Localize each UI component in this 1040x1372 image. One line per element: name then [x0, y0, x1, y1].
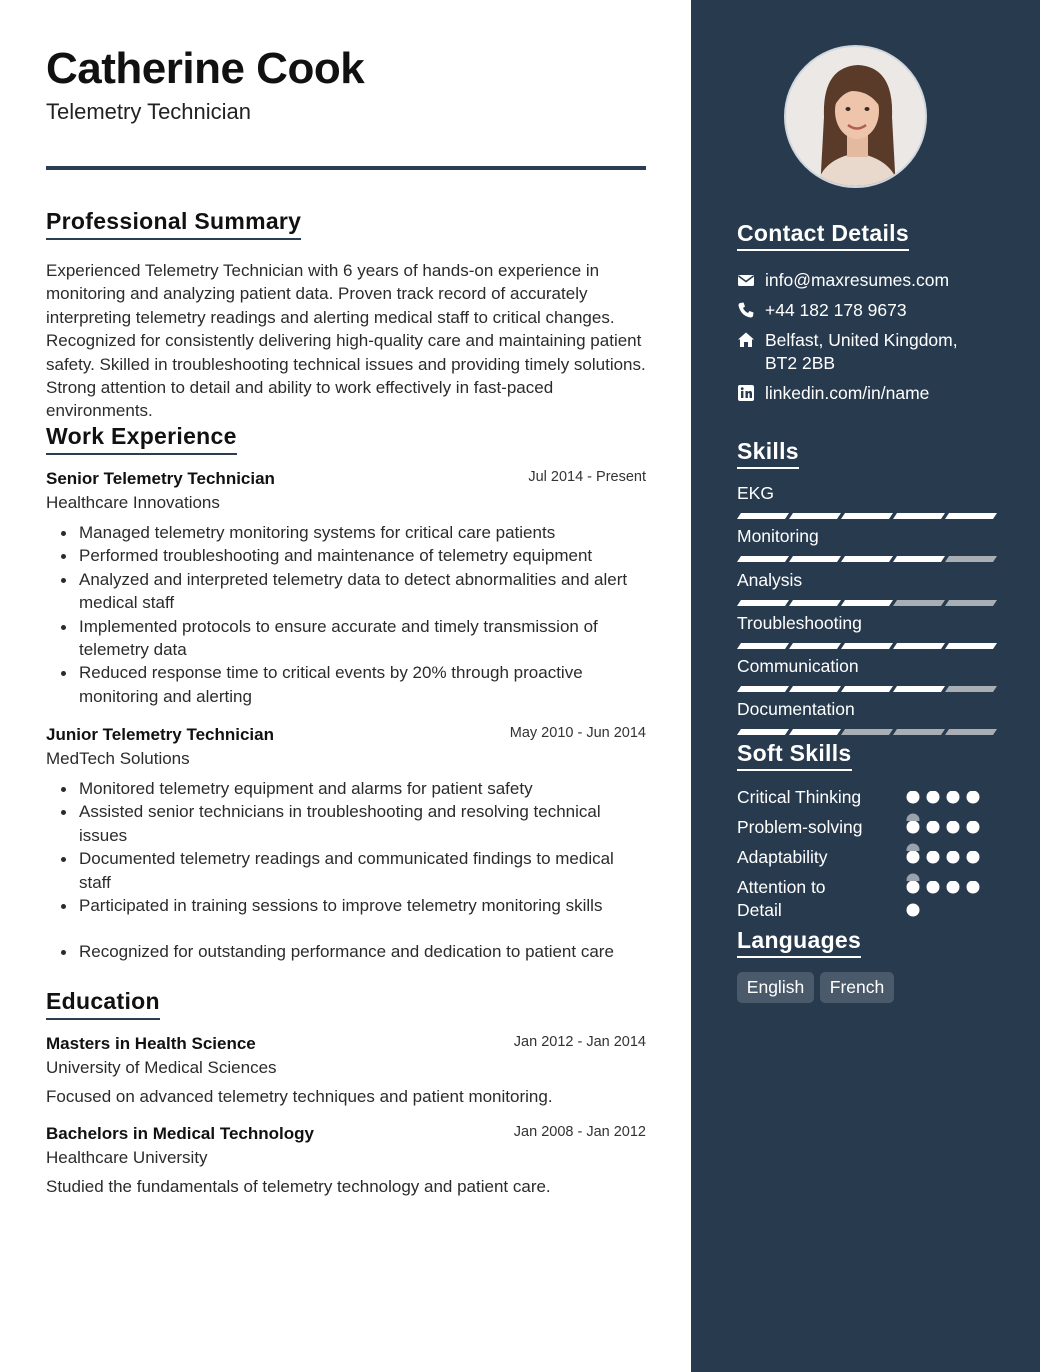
- section-title-languages: Languages: [737, 927, 861, 958]
- skill-segment-empty: [945, 729, 997, 735]
- soft-skill-name: Critical Thinking: [737, 787, 862, 807]
- soft-skill-item: [737, 876, 977, 924]
- skill-level-bar: [737, 643, 997, 649]
- address-line-2: BT2 2BB: [765, 353, 836, 373]
- rating-dot-filled: [927, 881, 940, 894]
- skill-segment-filled: [945, 513, 997, 519]
- candidate-name: Catherine Cook: [46, 44, 365, 93]
- skill-name: Monitoring: [737, 526, 819, 546]
- header-divider: [46, 166, 646, 170]
- rating-dot-filled: [947, 851, 960, 864]
- skill-segment-filled: [737, 729, 789, 735]
- rating-dot-filled: [927, 851, 940, 864]
- skill-segment-empty: [945, 556, 997, 562]
- envelope-icon: [737, 271, 755, 289]
- skill-segment-empty: [893, 729, 945, 735]
- skill-segment-filled: [841, 513, 893, 519]
- rating-dot-filled: [907, 851, 920, 864]
- skill-item: [737, 483, 997, 504]
- skill-level-bar: [737, 513, 997, 519]
- skill-segment-filled: [789, 556, 841, 562]
- skill-segment-filled: [893, 643, 945, 649]
- list-item: Analyzed and interpreted telemetry data to detect abnormalities and alert medical staff: [46, 568, 646, 615]
- email-text: info@maxresumes.com: [765, 270, 950, 290]
- school-name: Healthcare University: [46, 1148, 208, 1167]
- skill-segment-empty: [893, 600, 945, 606]
- skill-segment-filled: [789, 643, 841, 649]
- skill-name: Documentation: [737, 699, 855, 719]
- skill-name: Troubleshooting: [737, 613, 862, 633]
- skill-segment-filled: [945, 643, 997, 649]
- skill-name: EKG: [737, 483, 774, 503]
- skill-segment-filled: [789, 729, 841, 735]
- rating-dot-filled: [907, 821, 920, 834]
- rating-dot-filled: [907, 791, 920, 804]
- linkedin-text: linkedin.com/in/name: [765, 383, 930, 403]
- education-entry: [46, 1034, 646, 1107]
- skill-segment-filled: [737, 556, 789, 562]
- summary-text: Experienced Telemetry Technician with 6 years of hands-on experience in monitoring and analyzing patient data. Proven track record of accurately interpreting telemetry readings and alerting medical staff to critical changes. Recognized for consistently delivering high-quality care and maintaining patient safety. Skilled in troubleshooting technical issues and providing timely solutions. Strong attention to detail and ability to work effectively in fast-paced environments.: [46, 261, 646, 421]
- job-date: Jul 2014 - Present: [528, 469, 646, 485]
- job-company: MedTech Solutions: [46, 749, 190, 768]
- school-name: University of Medical Sciences: [46, 1058, 277, 1077]
- job-entry: [46, 469, 646, 708]
- rating-dot-filled: [967, 881, 980, 894]
- job-date: May 2010 - Jun 2014: [509, 725, 646, 741]
- skill-item: [737, 526, 997, 547]
- soft-skill-name: Attention to Detail: [737, 877, 826, 920]
- skill-segment-filled: [789, 513, 841, 519]
- job-bullets: [46, 521, 646, 708]
- candidate-role: Telemetry Technician: [46, 99, 252, 124]
- home-icon: [737, 331, 755, 349]
- soft-skill-rating: [906, 881, 986, 921]
- skill-segment-filled: [737, 686, 789, 692]
- section-title-soft-skills: Soft Skills: [737, 740, 852, 771]
- rating-dot-filled: [907, 881, 920, 894]
- education-entry: [46, 1124, 646, 1197]
- address-text: [765, 329, 958, 375]
- skill-level-bar: [737, 556, 997, 562]
- degree-title: Masters in Health Science: [46, 1034, 256, 1053]
- profile-photo: [784, 45, 927, 188]
- phone-icon: [737, 301, 755, 319]
- rating-dot-extra: [907, 904, 920, 917]
- rating-dot-filled: [947, 881, 960, 894]
- skill-segment-filled: [841, 600, 893, 606]
- skill-segment-filled: [841, 643, 893, 649]
- skill-level-bar: [737, 686, 997, 692]
- list-item: Implemented protocols to ensure accurate and timely transmission of telemetry data: [46, 615, 646, 662]
- list-item: Performed troubleshooting and maintenance of telemetry equipment: [46, 544, 646, 567]
- skill-item: [737, 570, 997, 591]
- degree-title: Bachelors in Medical Technology: [46, 1124, 314, 1143]
- contact-email[interactable]: [737, 269, 997, 293]
- skill-level-bar: [737, 600, 997, 606]
- job-bullets: [46, 777, 646, 964]
- section-title-experience: Work Experience: [46, 423, 237, 455]
- rating-dot-filled: [947, 791, 960, 804]
- job-title: Junior Telemetry Technician: [46, 725, 274, 744]
- linkedin-icon: [737, 384, 755, 402]
- rating-dot-filled: [927, 821, 940, 834]
- list-item: Documented telemetry readings and communicated findings to medical staff: [46, 847, 646, 894]
- skill-name: Communication: [737, 656, 859, 676]
- list-item: Managed telemetry monitoring systems for critical care patients: [46, 521, 646, 544]
- list-item: Reduced response time to critical events by 20% through proactive monitoring and alerting: [46, 661, 646, 708]
- section-title-summary: Professional Summary: [46, 208, 301, 240]
- skill-segment-filled: [737, 600, 789, 606]
- skill-name: Analysis: [737, 570, 803, 590]
- skill-item: [737, 656, 997, 677]
- skill-segment-empty: [945, 686, 997, 692]
- rating-dot-filled: [947, 821, 960, 834]
- list-item: Participated in training sessions to improve telemetry monitoring skills: [46, 894, 646, 917]
- skill-item: [737, 613, 997, 634]
- skill-item: [737, 699, 997, 720]
- language-chip-french: French: [820, 972, 894, 1003]
- education-date: Jan 2008 - Jan 2012: [513, 1124, 646, 1140]
- rating-dot-filled: [927, 791, 940, 804]
- rating-dot-filled: [967, 791, 980, 804]
- education-description: Studied the fundamentals of telemetry technology and patient care.: [46, 1177, 551, 1196]
- contact-address: [737, 329, 997, 377]
- rating-dot-filled: [967, 851, 980, 864]
- skill-segment-filled: [893, 686, 945, 692]
- language-chip-english: English: [737, 972, 814, 1003]
- skill-segment-filled: [893, 513, 945, 519]
- list-item: Recognized for outstanding performance and dedication to patient care: [46, 940, 646, 963]
- skill-segment-filled: [789, 686, 841, 692]
- section-title-contact: Contact Details: [737, 220, 909, 251]
- skill-segment-filled: [841, 686, 893, 692]
- education-description: Focused on advanced telemetry techniques and patient monitoring.: [46, 1087, 553, 1106]
- phone-text: +44 182 178 9673: [765, 300, 907, 320]
- address-line-1: Belfast, United Kingdom,: [765, 330, 958, 350]
- skill-segment-filled: [893, 556, 945, 562]
- section-title-skills: Skills: [737, 438, 799, 469]
- skill-segment-empty: [841, 729, 893, 735]
- avatar-portrait-icon: [786, 47, 927, 188]
- list-item: Monitored telemetry equipment and alarms for patient safety: [46, 777, 646, 800]
- soft-skill-name: Adaptability: [737, 847, 828, 867]
- list-item: Assisted senior technicians in troubleshooting and resolving technical issues: [46, 800, 646, 847]
- soft-skill-item: [737, 786, 977, 810]
- contact-linkedin[interactable]: [737, 382, 997, 406]
- job-entry: [46, 725, 646, 964]
- soft-skill-item: [737, 816, 977, 840]
- contact-phone[interactable]: [737, 299, 997, 323]
- job-title: Senior Telemetry Technician: [46, 469, 275, 488]
- education-date: Jan 2012 - Jan 2014: [513, 1034, 646, 1050]
- soft-skill-name: Problem-solving: [737, 817, 863, 837]
- rating-dot-filled: [967, 821, 980, 834]
- skill-segment-empty: [945, 600, 997, 606]
- skill-segment-filled: [737, 643, 789, 649]
- soft-skill-item: [737, 846, 977, 870]
- skill-segment-filled: [737, 513, 789, 519]
- skill-segment-filled: [841, 556, 893, 562]
- section-title-education: Education: [46, 988, 160, 1020]
- job-company: Healthcare Innovations: [46, 493, 220, 512]
- skill-segment-filled: [789, 600, 841, 606]
- skill-level-bar: [737, 729, 997, 735]
